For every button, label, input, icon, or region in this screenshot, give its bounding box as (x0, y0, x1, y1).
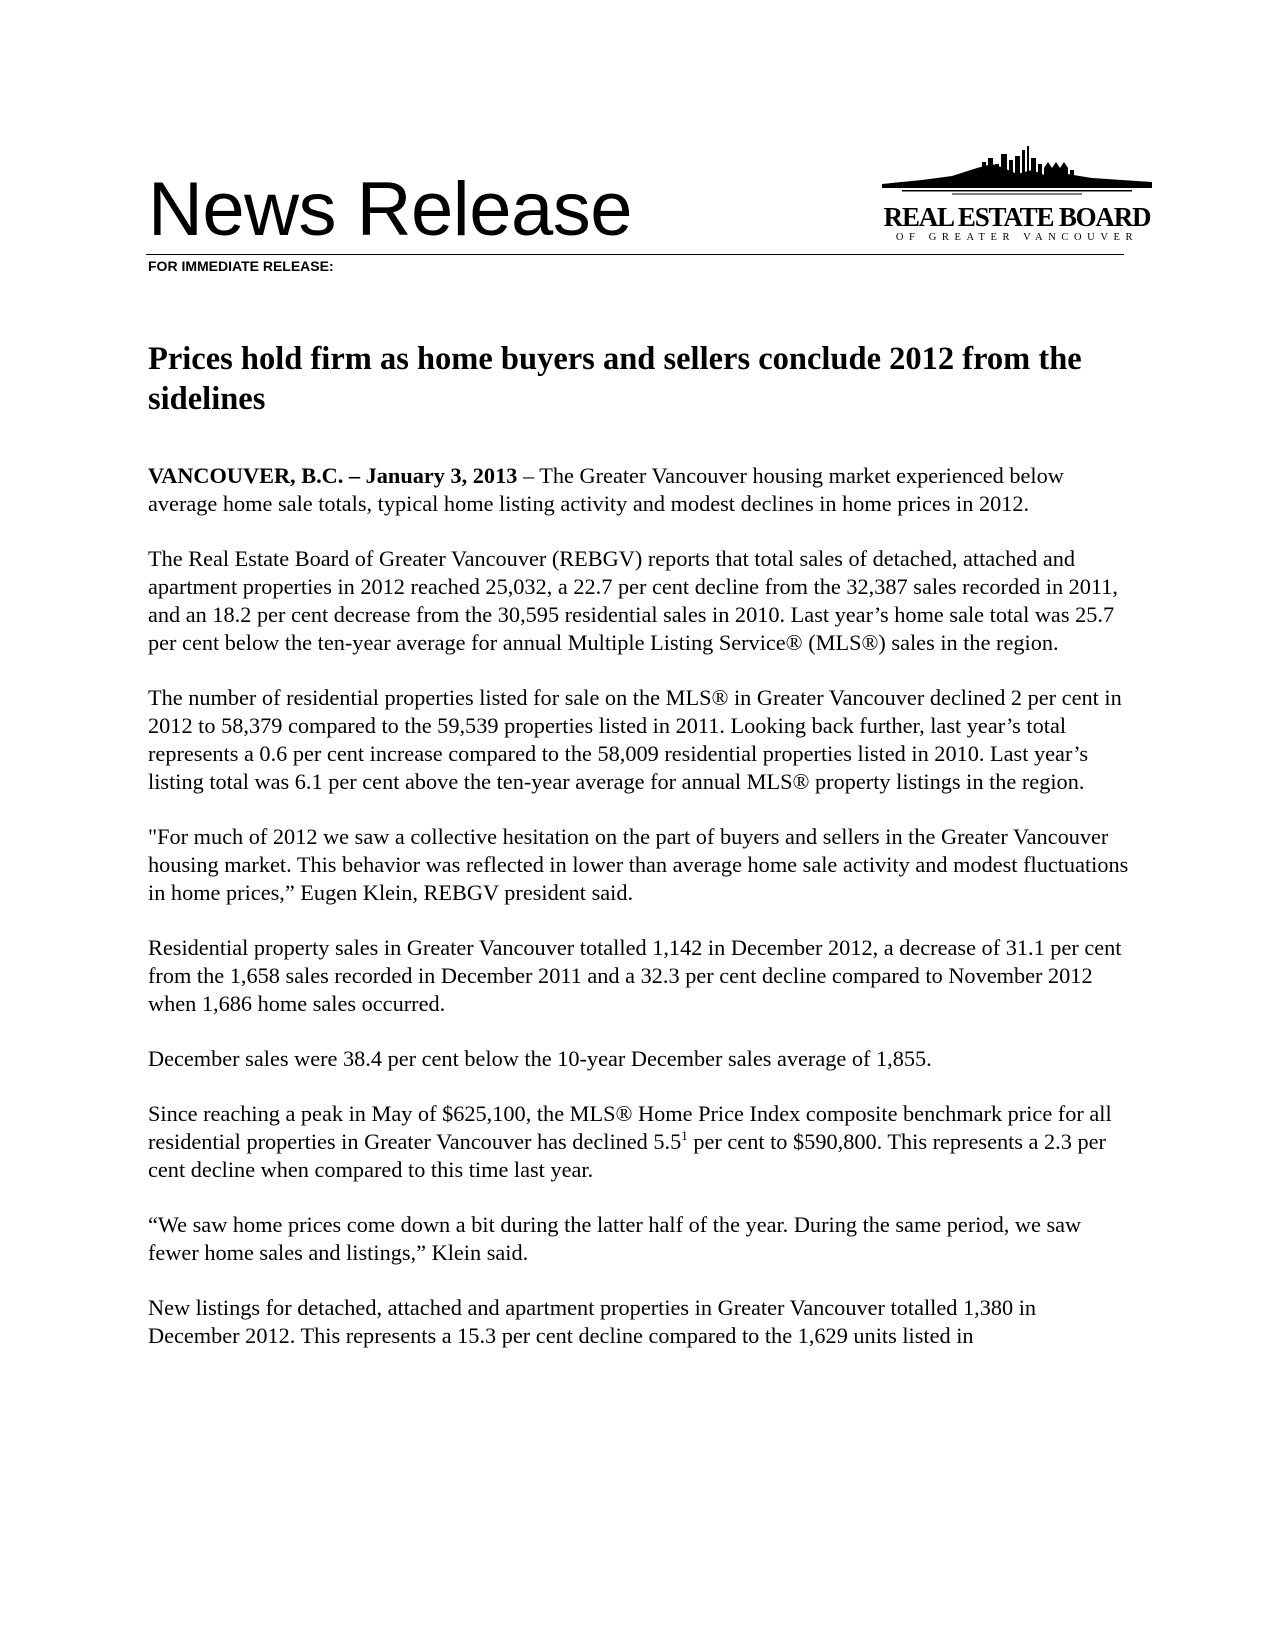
paragraph-7-before: Since reaching a peak in May of $625,100, the MLS® Home Price Index composite benchmark price for all residential properties in Greater Vancouver has declined 5.5 (148, 1101, 1112, 1154)
logo-subtitle: OF GREATER VANCOUVER (895, 232, 1139, 243)
dateline: VANCOUVER, B.C. – January 3, 2013 (148, 463, 518, 488)
page-title: News Release (148, 167, 632, 252)
paragraph-1-text: – The Greater Vancouver housing market experienced below average home sale totals, typical home listing activity and modest declines in home prices in 2012. (148, 463, 1064, 516)
paragraph-5: Residential property sales in Greater Vancouver totalled 1,142 in December 2012, a decrease of 31.1 per cent from the 1,658 sales recorded in December 2011 and a 32.3 per cent decline compared to November 2012 when 1,686 home sales occurred. (148, 935, 1122, 1016)
release-label: FOR IMMEDIATE RELEASE: (148, 258, 334, 274)
header-divider (146, 254, 1124, 255)
article-body (148, 462, 1133, 1377)
logo-name: REAL ESTATE BOARD (883, 202, 1151, 232)
paragraph-8: “We saw home prices come down a bit during the latter half of the year. During the same period, we saw fewer home sales and listings,” Klein said. (148, 1212, 1082, 1265)
paragraph-3: The number of residential properties listed for sale on the MLS® in Greater Vancouver declined 2 per cent in 2012 to 58,379 compared to the 59,539 properties listed in 2011. Looking back further, last year’s total represents a 0.6 per cent increase compared to the 58,009 residential properties listed in 2010. Last year’s listing total was 6.1 per cent above the ten-year average for annual MLS® property listings in the region. (148, 685, 1122, 794)
headline: Prices hold firm as home buyers and sellers conclude 2012 from the sidelines (148, 341, 1082, 417)
paragraph-7 (148, 1100, 1133, 1184)
rebgv-logo (882, 146, 1152, 246)
paragraph-6: December sales were 38.4 per cent below the 10-year December sales average of 1,855. (148, 1046, 932, 1071)
paragraph-1 (148, 462, 1133, 518)
paragraph-7-after: per cent to $590,800. This represents a 2.3 per cent decline when compared to this time last year. (148, 1129, 1106, 1182)
paragraph-2: The Real Estate Board of Greater Vancouver (REBGV) reports that total sales of detached, attached and apartment properties in 2012 reached 25,032, a 22.7 per cent decline from the 32,387 sales recorded in 2011, and an 18.2 per cent decrease from the 30,595 residential sales in 2010. Last year’s home sale total was 25.7 per cent below the ten-year average for annual Multiple Listing Service® (MLS®) sales in the region. (148, 546, 1119, 655)
footnote-marker: 1 (681, 1128, 688, 1143)
paragraph-4: "For much of 2012 we saw a collective hesitation on the part of buyers and sellers in the Greater Vancouver housing market. This behavior was reflected in lower than average home sale activity and modest fluctuations in home prices,” Eugen Klein, REBGV president said. (148, 824, 1129, 905)
paragraph-9: New listings for detached, attached and apartment properties in Greater Vancouver totalled 1,380 in December 2012. This represents a 15.3 per cent decline compared to the 1,629 units listed in (148, 1295, 1037, 1348)
city-skyline-icon (882, 146, 1152, 202)
